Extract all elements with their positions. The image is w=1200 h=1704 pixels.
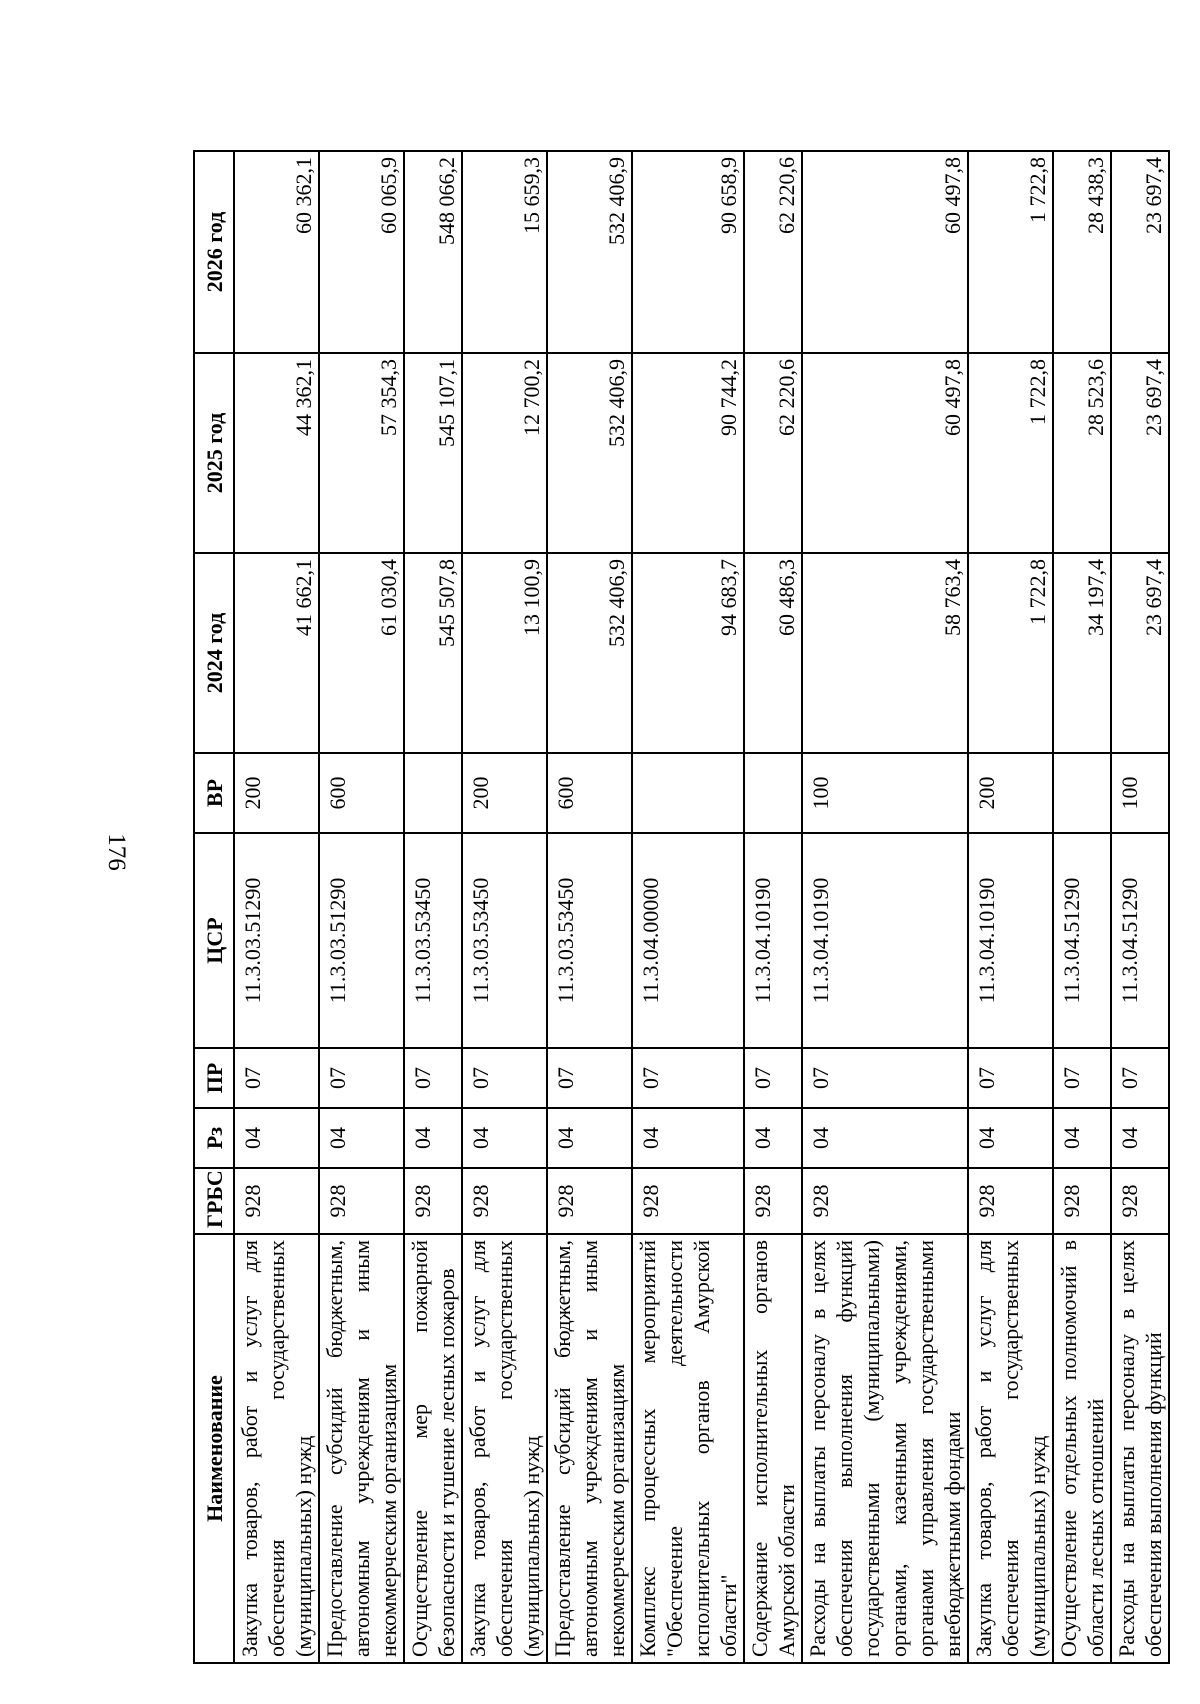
header-2026: 2026 год: [194, 151, 234, 353]
cell-pr: 07: [234, 1048, 319, 1108]
cell-2026: 60 065,9: [319, 151, 404, 353]
cell-name: Расходы на выплаты персоналу в целях обеспечения выполнения функций: [1111, 1234, 1169, 1663]
cell-grbs: 928: [404, 1168, 462, 1234]
cell-rz: 04: [462, 1108, 547, 1168]
cell-rz: 04: [802, 1108, 968, 1168]
cell-2024: 34 197,4: [1053, 553, 1111, 753]
header-vr: ВР: [194, 753, 234, 833]
cell-pr: 07: [968, 1048, 1053, 1108]
cell-rz: 04: [319, 1108, 404, 1168]
cell-2025: 90 744,2: [632, 353, 744, 553]
cell-2026: 62 220,6: [744, 151, 802, 353]
cell-grbs: 928: [744, 1168, 802, 1234]
cell-vr: 200: [462, 753, 547, 833]
cell-grbs: 928: [319, 1168, 404, 1234]
cell-csr: 11.3.04.51290: [1111, 833, 1169, 1048]
cell-2024: 94 683,7: [632, 553, 744, 753]
cell-rz: 04: [632, 1108, 744, 1168]
cell-2024: 532 406,9: [547, 553, 632, 753]
cell-grbs: 928: [968, 1168, 1053, 1234]
cell-2026: 23 697,4: [1111, 151, 1169, 353]
table-row: [632, 151, 744, 1663]
cell-2026: 28 438,3: [1053, 151, 1111, 353]
cell-csr: 11.3.04.10190: [802, 833, 968, 1048]
cell-pr: 07: [744, 1048, 802, 1108]
cell-2025: 545 107,1: [404, 353, 462, 553]
table-row: [547, 151, 632, 1663]
table-row: [319, 151, 404, 1663]
cell-2025: 28 523,6: [1053, 353, 1111, 553]
cell-pr: 07: [462, 1048, 547, 1108]
table-row: [404, 151, 462, 1663]
cell-2024: 61 030,4: [319, 553, 404, 753]
cell-2024: 41 662,1: [234, 553, 319, 753]
cell-2025: 1 722,8: [968, 353, 1053, 553]
cell-2024: 23 697,4: [1111, 553, 1169, 753]
cell-csr: 11.3.03.53450: [547, 833, 632, 1048]
cell-pr: 07: [632, 1048, 744, 1108]
cell-2026: 60 497,8: [802, 151, 968, 353]
cell-2025: 62 220,6: [744, 353, 802, 553]
header-name: Наименование: [194, 1234, 234, 1663]
cell-csr: 11.3.04.00000: [632, 833, 744, 1048]
cell-2025: 532 406,9: [547, 353, 632, 553]
cell-vr: 200: [968, 753, 1053, 833]
cell-grbs: 928: [462, 1168, 547, 1234]
rotated-page-content: [193, 152, 1166, 1664]
cell-pr: 07: [319, 1048, 404, 1108]
cell-name: Закупка товаров, работ и услуг для обеспечения государственных (муниципальных) нужд: [462, 1234, 547, 1663]
cell-2026: 90 658,9: [632, 151, 744, 353]
table-row: [1111, 151, 1169, 1663]
cell-name: Расходы на выплаты персоналу в целях обеспечения выполнения функций государственными (муниципальными) органами, казенными учреждениями, органами управления государственными внебюджетными фондами: [802, 1234, 968, 1663]
page-number: 176: [103, 833, 130, 871]
cell-2026: 548 066,2: [404, 151, 462, 353]
cell-csr: 11.3.04.51290: [1053, 833, 1111, 1048]
cell-pr: 07: [802, 1048, 968, 1108]
cell-grbs: 928: [1053, 1168, 1111, 1234]
header-2024: 2024 год: [194, 553, 234, 753]
cell-csr: 11.3.03.51290: [319, 833, 404, 1048]
budget-table: [193, 150, 1170, 1664]
cell-name: Закупка товаров, работ и услуг для обеспечения государственных (муниципальных) нужд: [234, 1234, 319, 1663]
header-grbs: ГРБС: [194, 1168, 234, 1234]
header-csr: ЦСР: [194, 833, 234, 1048]
table-row: [744, 151, 802, 1663]
cell-name: Содержание исполнительных органов Амурской области: [744, 1234, 802, 1663]
cell-grbs: 928: [802, 1168, 968, 1234]
table-row: [234, 151, 319, 1663]
cell-vr: 200: [234, 753, 319, 833]
cell-vr: 100: [1111, 753, 1169, 833]
table-header-row: [194, 151, 234, 1663]
cell-grbs: 928: [547, 1168, 632, 1234]
cell-2026: 15 659,3: [462, 151, 547, 353]
cell-rz: 04: [404, 1108, 462, 1168]
cell-vr: [1053, 753, 1111, 833]
cell-name: Комплекс процессных мероприятий "Обеспечение деятельности исполнительных органов Амурской области": [632, 1234, 744, 1663]
cell-vr: [632, 753, 744, 833]
table-row: [802, 151, 968, 1663]
cell-2025: 12 700,2: [462, 353, 547, 553]
cell-csr: 11.3.03.51290: [234, 833, 319, 1048]
cell-vr: 600: [319, 753, 404, 833]
cell-csr: 11.3.03.53450: [462, 833, 547, 1048]
cell-grbs: 928: [1111, 1168, 1169, 1234]
cell-pr: 07: [1111, 1048, 1169, 1108]
header-rz: Рз: [194, 1108, 234, 1168]
cell-2024: 13 100,9: [462, 553, 547, 753]
cell-rz: 04: [968, 1108, 1053, 1168]
cell-2024: 60 486,3: [744, 553, 802, 753]
cell-2025: 60 497,8: [802, 353, 968, 553]
cell-rz: 04: [1111, 1108, 1169, 1168]
cell-rz: 04: [547, 1108, 632, 1168]
cell-name: Осуществление мер пожарной безопасности и тушение лесных пожаров: [404, 1234, 462, 1663]
cell-csr: 11.3.04.10190: [744, 833, 802, 1048]
cell-grbs: 928: [234, 1168, 319, 1234]
table-row: [968, 151, 1053, 1663]
cell-pr: 07: [404, 1048, 462, 1108]
cell-2026: 532 406,9: [547, 151, 632, 353]
cell-csr: 11.3.03.53450: [404, 833, 462, 1048]
cell-rz: 04: [1053, 1108, 1111, 1168]
cell-2024: 1 722,8: [968, 553, 1053, 753]
cell-pr: 07: [547, 1048, 632, 1108]
cell-2024: 545 507,8: [404, 553, 462, 753]
header-2025: 2025 год: [194, 353, 234, 553]
cell-name: Предоставление субсидий бюджетным, автономным учреждениям и иным некоммерческим организациям: [319, 1234, 404, 1663]
cell-2026: 60 362,1: [234, 151, 319, 353]
cell-pr: 07: [1053, 1048, 1111, 1108]
cell-2025: 23 697,4: [1111, 353, 1169, 553]
cell-name: Осуществление отдельных полномочий в области лесных отношений: [1053, 1234, 1111, 1663]
cell-rz: 04: [234, 1108, 319, 1168]
cell-csr: 11.3.04.10190: [968, 833, 1053, 1048]
cell-vr: [404, 753, 462, 833]
cell-grbs: 928: [632, 1168, 744, 1234]
cell-rz: 04: [744, 1108, 802, 1168]
table-row: [1053, 151, 1111, 1663]
table-row: [462, 151, 547, 1663]
cell-vr: 100: [802, 753, 968, 833]
cell-vr: 600: [547, 753, 632, 833]
table-body: [234, 151, 1169, 1663]
cell-vr: [744, 753, 802, 833]
cell-2025: 57 354,3: [319, 353, 404, 553]
cell-2026: 1 722,8: [968, 151, 1053, 353]
header-pr: ПР: [194, 1048, 234, 1108]
cell-name: Закупка товаров, работ и услуг для обеспечения государственных (муниципальных) нужд: [968, 1234, 1053, 1663]
cell-2024: 58 763,4: [802, 553, 968, 753]
cell-2025: 44 362,1: [234, 353, 319, 553]
cell-name: Предоставление субсидий бюджетным, автономным учреждениям и иным некоммерческим организациям: [547, 1234, 632, 1663]
